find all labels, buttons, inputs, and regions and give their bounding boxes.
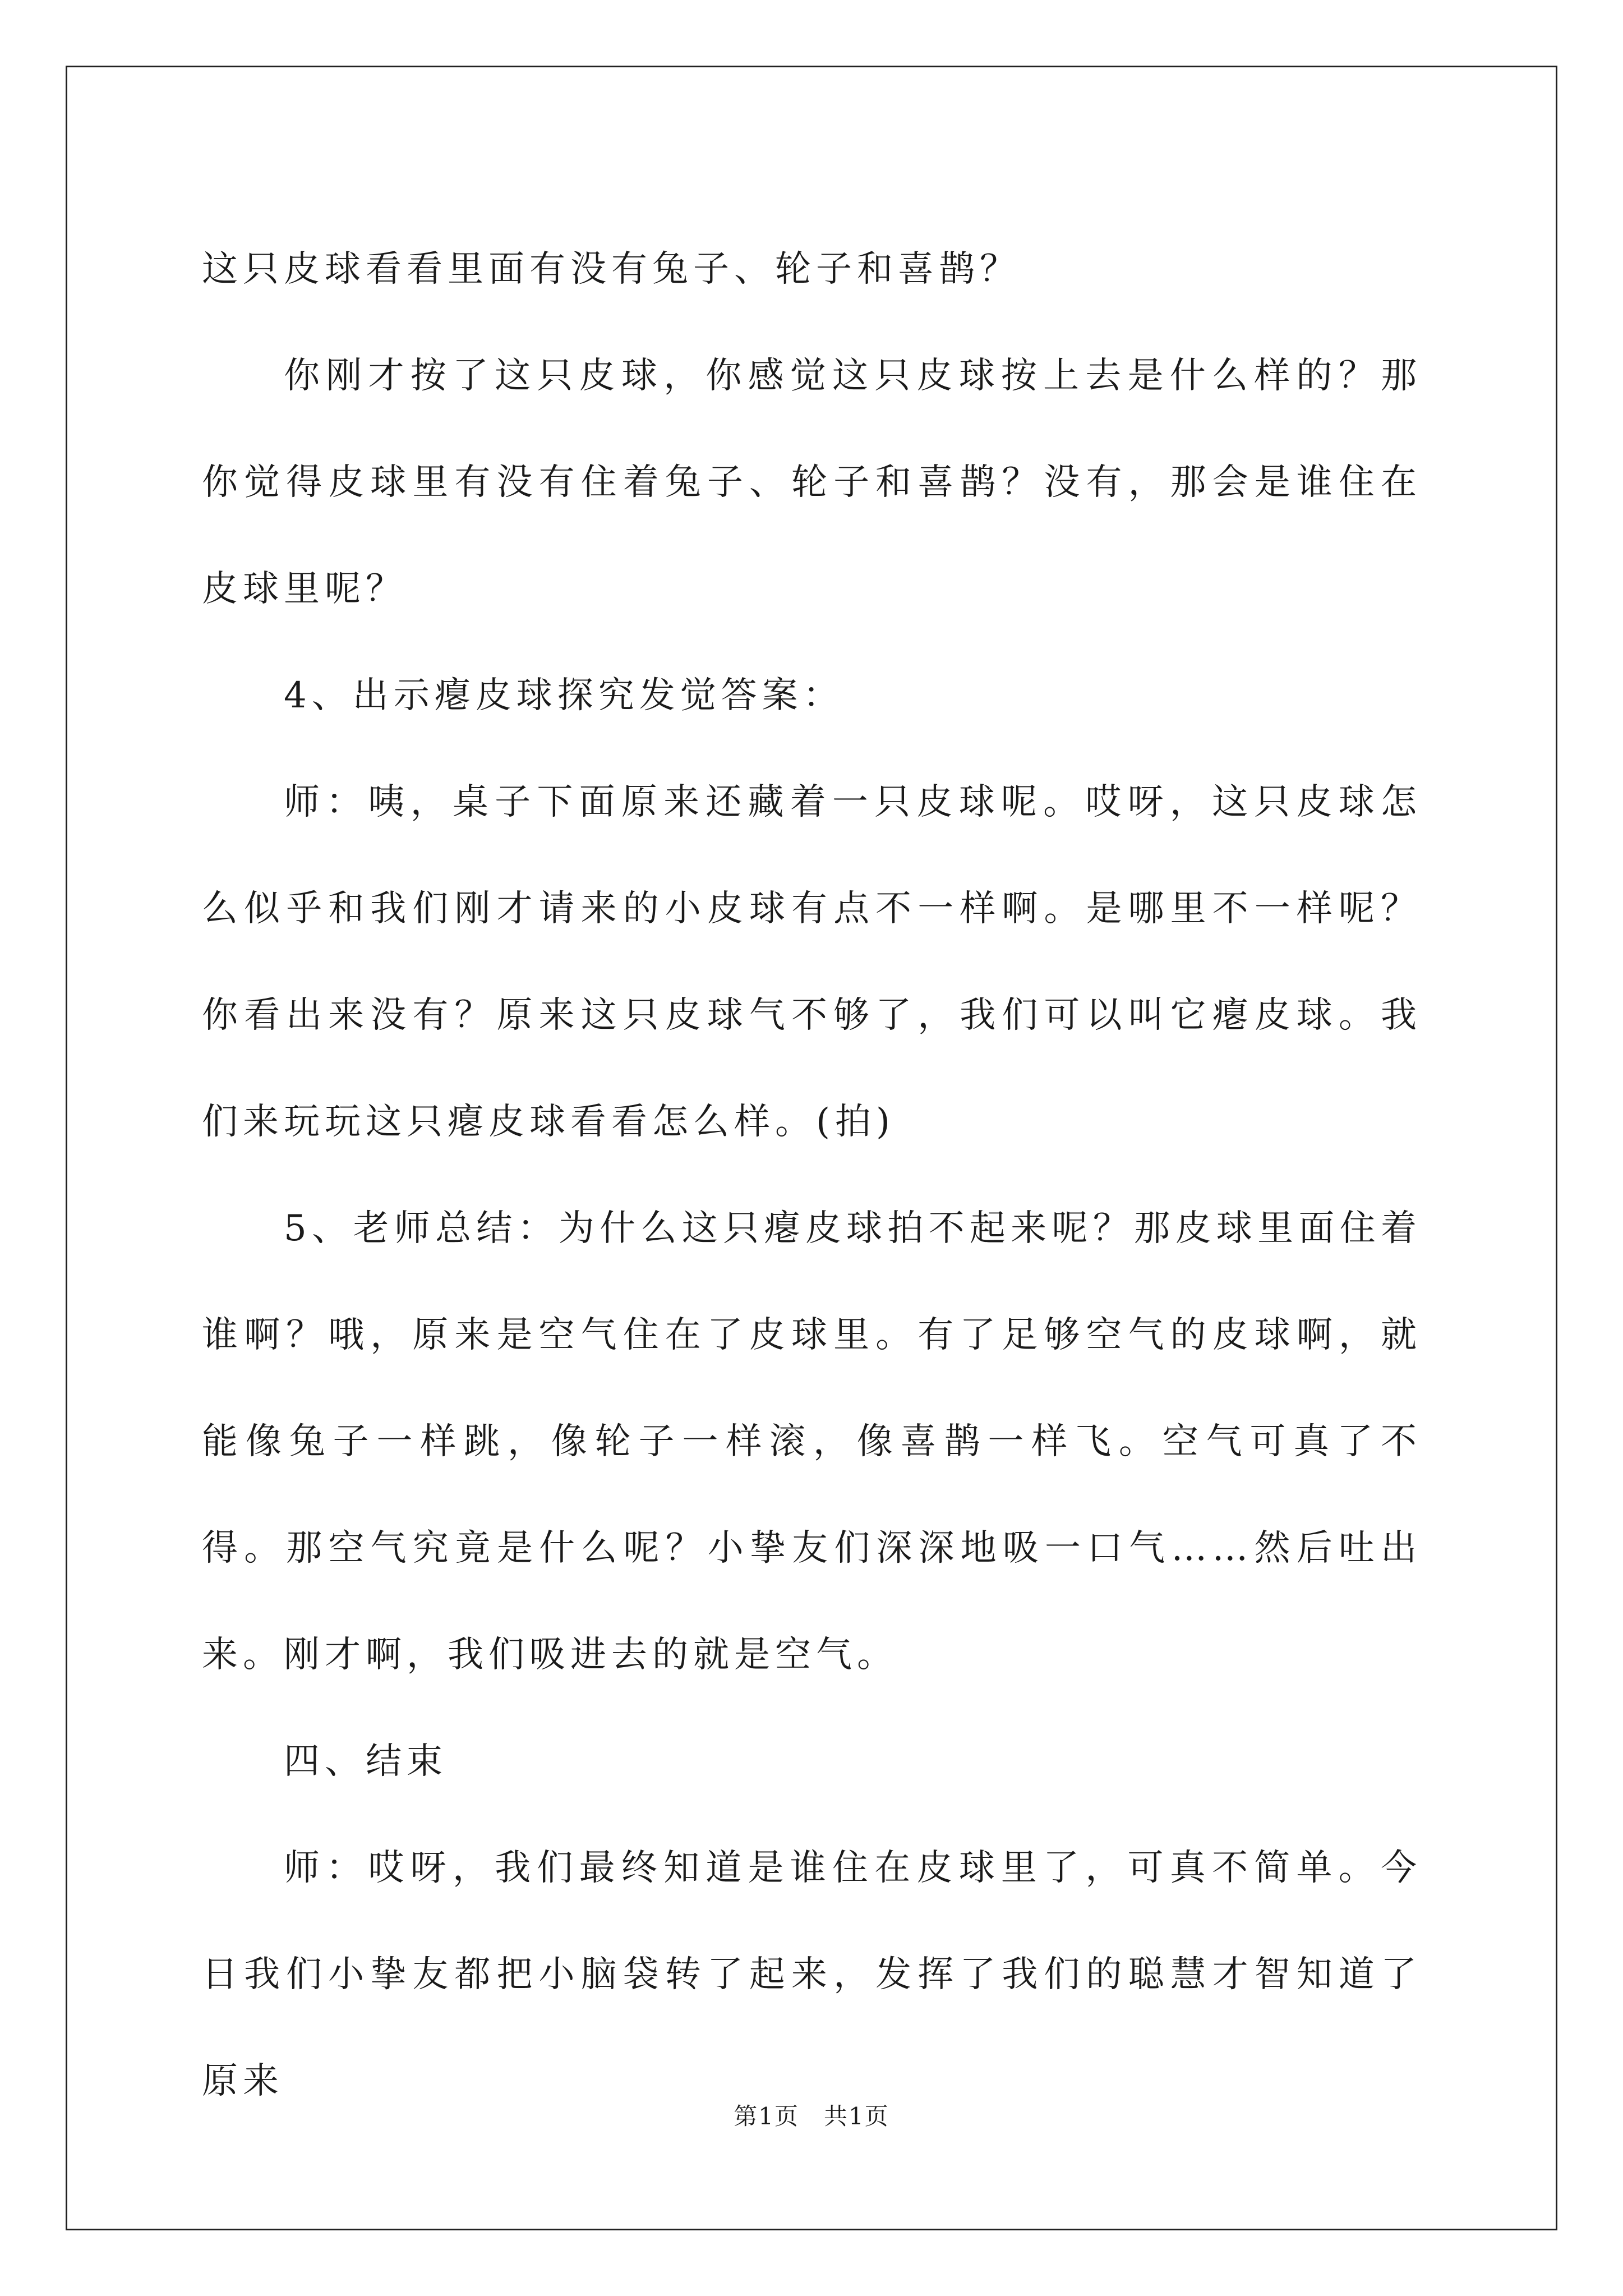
page-number-footer: 第1页 共1页 xyxy=(734,2102,889,2130)
paragraph: 师：咦，桌子下面原来还藏着一只皮球呢。哎呀，这只皮球怎么似乎和我们刚才请来的小皮球有点不一样啊。是哪里不一样呢？你看出来没有？原来这只皮球气不够了，我们可以叫它瘪皮球。我们来玩玩这只瘪皮球看看怎么样。(拍) xyxy=(202,781,1422,1143)
paragraph: 4、出示瘪皮球探究发觉答案： xyxy=(284,675,844,716)
paragraph: 你刚才按了这只皮球，你感觉这只皮球按上去是什么样的？那你觉得皮球里有没有住着兔子、轮子和喜鹊？没有，那会是谁住在皮球里呢？ xyxy=(202,355,1422,610)
paragraph: 师：哎呀，我们最终知道是谁住在皮球里了，可真不简单。今日我们小挚友都把小脑袋转了起来，发挥了我们的聪慧才智知道了原来 xyxy=(202,1847,1422,2102)
paragraph: 四、结束 xyxy=(284,1741,448,1782)
paragraph: 这只皮球看看里面有没有兔子、轮子和喜鹊？ xyxy=(202,249,1021,290)
paragraph: 5、老师总结：为什么这只瘪皮球拍不起来呢？那皮球里面住着谁啊？哦，原来是空气住在了皮球里。有了足够空气的皮球啊，就能像兔子一样跳，像轮子一样滚，像喜鹊一样飞。空气可真了不得。那空气究竟是什么呢？小挚友们深深地吸一口气……然后吐出来。刚才啊，我们吸进去的就是空气。 xyxy=(202,1208,1422,1676)
document-body xyxy=(202,216,1422,2134)
